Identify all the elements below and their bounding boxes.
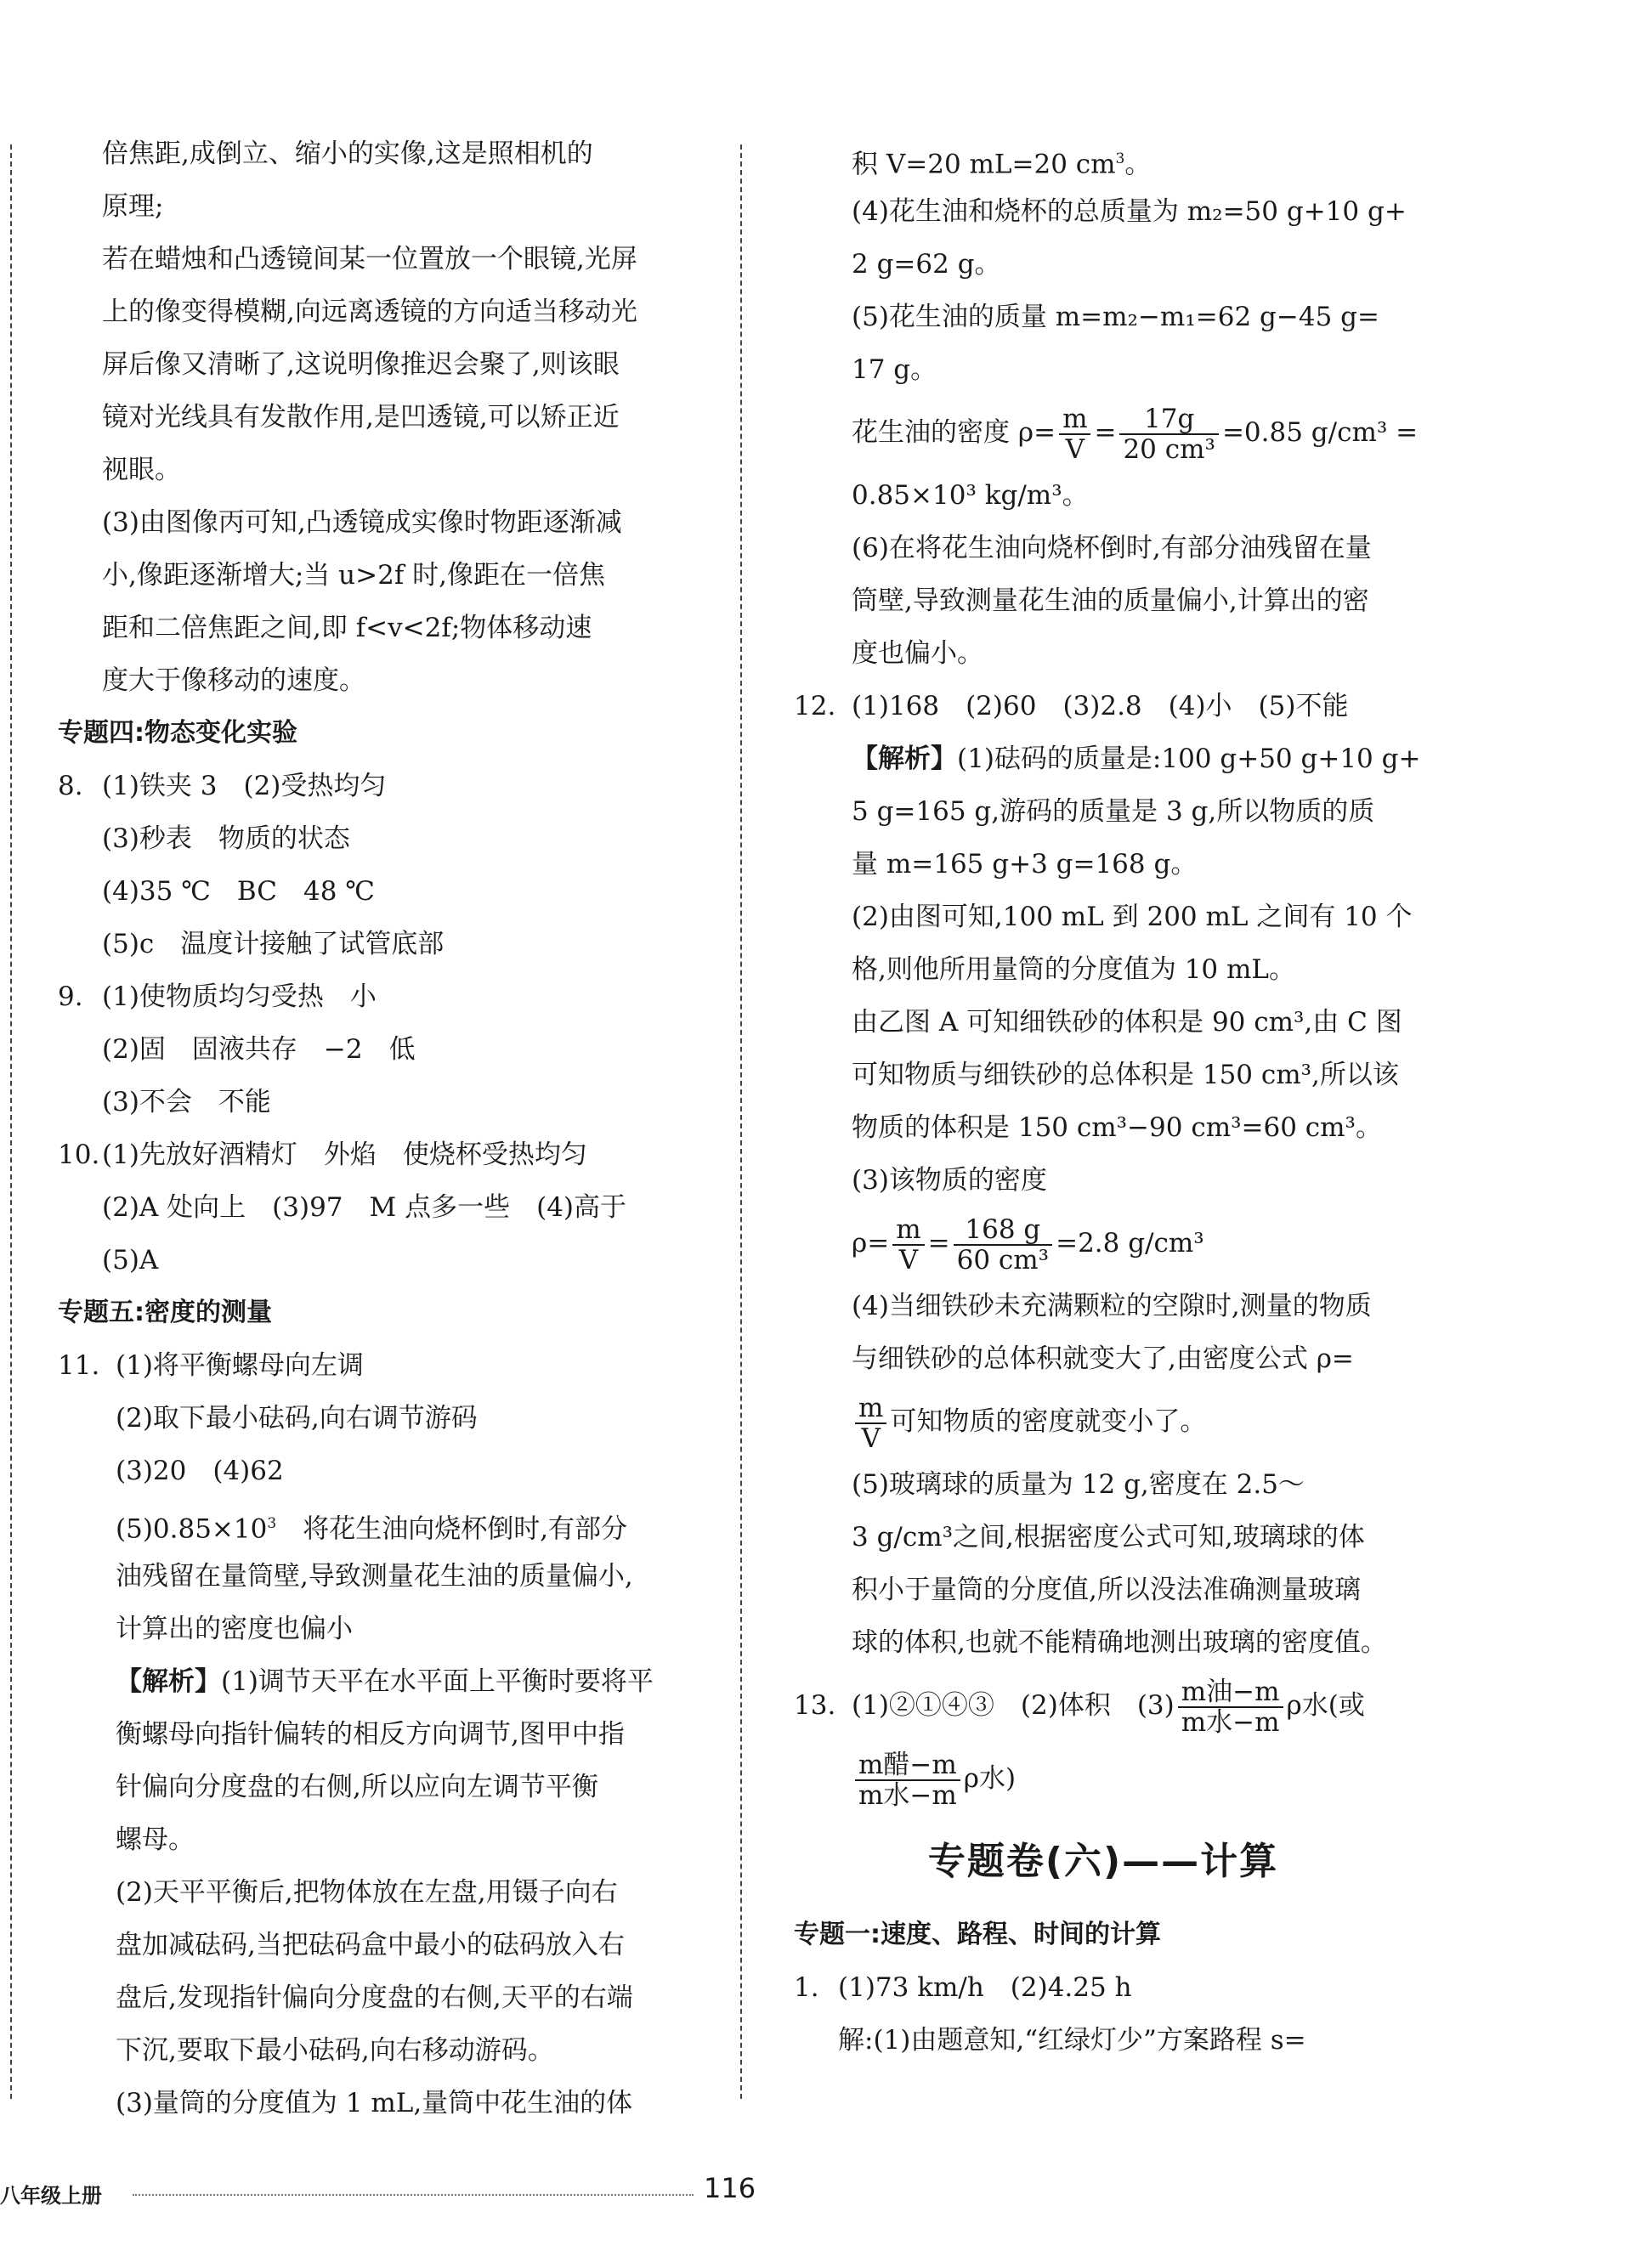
analysis-text: 5 g=165 g,游码的质量是 3 g,所以物质的质 <box>852 796 1375 827</box>
formula-line: $\frac{m}{V}$ 可知物质的密度就变小了。 <box>794 1385 1413 1458</box>
analysis-text: (2)由图可知,100 mL 到 200 mL 之间有 10 个 <box>852 902 1413 932</box>
analysis-text: (4)当细铁砂未充满颗粒的空隙时,测量的物质 <box>852 1291 1372 1321</box>
question-number: 13. <box>794 1690 836 1721</box>
fraction: $\frac{m}{V}$ <box>855 1394 886 1453</box>
answer-text: (5)c 温度计接触了试管底部 <box>102 929 445 959</box>
answer-text: (1)②①④③ (2)体积 (3) <box>852 1690 1175 1721</box>
answer-text: (1)铁夹 3 (2)受热均匀 <box>102 771 387 801</box>
analysis-text: (2)天平平衡后,把物体放在左盘,用镊子向右 <box>116 1877 618 1908</box>
answer-text: (2)取下最小砝码,向右调节游码 <box>116 1403 478 1434</box>
answer-text: (2)A 处向上 (3)97 M 点多一些 (4)高于 <box>102 1192 627 1223</box>
text-line: 原理; <box>102 191 164 222</box>
analysis-text: 衡螺母向指针偏转的相反方向调节,图甲中指 <box>116 1719 625 1750</box>
answer-text: (1)使物质均匀受热 小 <box>102 981 377 1012</box>
answer-text: $(5)0.85\times 10^3$ 将花生油向烧杯倒时,有部分 <box>116 1513 628 1545</box>
fraction: $\frac{\text{m醋−m}}{\text{m水−m}}$ <box>855 1750 960 1810</box>
answer-text: (1)168 (2)60 (3)2.8 (4)小 (5)不能 <box>852 691 1349 721</box>
text-line: (4)花生油和烧杯的总质量为 m₂=50 g+10 g+ <box>852 196 1407 227</box>
question-number: 11. <box>58 1350 100 1381</box>
analysis-text: 球的体积,也就不能精确地测出玻璃的密度值。 <box>852 1627 1387 1658</box>
text-line: 2 g=62 g。 <box>852 249 1001 280</box>
analysis-text: 下沉,要取下最小砝码,向右移动游码。 <box>116 2035 554 2066</box>
left-column <box>58 127 697 2129</box>
question-number: 9. <box>58 981 83 1012</box>
analysis-text: 格,则他所用量筒的分度值为 10 mL。 <box>852 954 1295 985</box>
right-column: 积 V=20 mL=20 $cm^3$。 (4)花生油和烧杯的总质量为 m₂=50 g+10 g+ 2 g=62 g。 (5)花生油的质量 m=m₂−m₁=62 g−45 g= 17 g。 花生油的密度 ρ= $\frac{m}{V}$ = $\frac{17g}{\text{20 cm³}}$ =0.85 g/cm³ = 0.85×10³ kg/m³。 (6)在将花生油向烧杯倒时,有部分油残留在量 筒壁,导致测量花生油的质量偏小,计算出的密 度也偏小。 12. (1)168 (2)60 (3)2.8 (4)小 (5)不能 【解析】(1)砝码的质量是:100 g+50 g+10 g+ 5 g=165 g,游码的质量是 3 g,所以物质的质 量 m=165 g+3 g=168 g。 (2)由图可知,100 mL 到 200 mL 之间有 10 个 格,则他所用量筒的分度值为 10 mL。 由乙图 A 可知细铁砂的体积是 90 cm³,由 C 图 可知物质与细铁砂的总体积是 150 cm³,所以该 物质的体积是 150 cm³−90 cm³=60 cm³。 (3)该物质的密度 ρ= $\frac{m}{V}$ = $\frac{168 g}{\text{60 cm³}}$ =2.8 g/cm³ (4)当细铁砂未充满颗粒的空隙时,测量的物质 与细铁砂的总体积就变大了,由密度公式 ρ= $\frac{m}{V}$ 可知物质的密度就变小了。 (5)玻璃球的质量为 12 g,密度在 2.5～ 3 g/cm³之间,根据密度公式可知,玻璃球的体 积小于量筒的分度值,所以没法准确测量玻璃 球的体积,也就不能精确地测出玻璃的密度值。 13. (1)②①④③ (2)体积 (3) $\frac{\text{m油−m}}{\text{m水−m}}$ ρ水(或 $\frac{\text{m醋−m}}{\text{m水−m}}$ ρ水) 专题卷(六)——计算 专题一:速度、路程、时间的计算 1. (1)73 km/h (2)4.25 h 解:(1)由题意知,“红绿灯少”方案路程 s= <box>794 133 1413 2067</box>
analysis-text: 与细铁砂的总体积就变大了,由密度公式 ρ= <box>852 1343 1354 1374</box>
answer-text: 计算出的密度也偏小 <box>116 1614 353 1644</box>
section-heading: 专题四:物态变化实验 <box>58 718 297 748</box>
text-line: 筒壁,导致测量花生油的质量偏小,计算出的密 <box>852 585 1369 616</box>
analysis-text: 3 g/cm³之间,根据密度公式可知,玻璃球的体 <box>852 1522 1365 1553</box>
answer-text: (1)先放好酒精灯 外焰 使烧杯受热均匀 <box>102 1140 587 1170</box>
text-line: 镜对光线具有发散作用,是凹透镜,可以矫正近 <box>102 402 620 433</box>
answer-text: (2)固 固液共存 −2 低 <box>102 1034 416 1065</box>
text-line: 17 g。 <box>852 354 937 385</box>
section-heading: 专题五:密度的测量 <box>58 1298 272 1327</box>
section-heading: 专题一:速度、路程、时间的计算 <box>794 1920 1161 1949</box>
analysis-text: (3)量筒的分度值为 1 mL,量筒中花生油的体 <box>116 2088 633 2118</box>
analysis-text: 积小于量筒的分度值,所以没法准确测量玻璃 <box>852 1575 1361 1605</box>
answer-text: (1)73 km/h (2)4.25 h <box>838 1972 1132 2003</box>
text-line: 视眼。 <box>102 455 181 485</box>
fraction: $\frac{m}{V}$ <box>892 1215 924 1275</box>
page-number: 116 <box>704 2172 756 2204</box>
binding-line <box>10 144 12 2099</box>
question-number: 12. <box>794 691 836 721</box>
text-line: 屏后像又清晰了,这说明像推迟会聚了,则该眼 <box>102 349 620 380</box>
answer-text: (3)秒表 物质的状态 <box>102 823 350 854</box>
text-line: (6)在将花生油向烧杯倒时,有部分油残留在量 <box>852 533 1372 563</box>
text-line: 度大于像移动的速度。 <box>102 665 365 696</box>
analysis-text: 螺母。 <box>116 1824 195 1855</box>
text-line: 倍焦距,成倒立、缩小的实像,这是照相机的 <box>102 139 593 169</box>
analysis-text: 量 m=165 g+3 g=168 g。 <box>852 849 1198 879</box>
column-divider <box>740 144 742 2099</box>
footer-dotted-rule <box>133 2194 694 2196</box>
fraction: $\frac{17g}{\text{20 cm³}}$ <box>1119 404 1219 464</box>
analysis-label: 【解析】 <box>852 744 957 774</box>
fraction: $\frac{168 g}{\text{60 cm³}}$ <box>954 1215 1053 1275</box>
answer-text: 解:(1)由题意知,“红绿灯少”方案路程 s= <box>838 2025 1306 2056</box>
text-line: 小,像距逐渐增大;当 u>2f 时,像距在一倍焦 <box>102 560 605 591</box>
text-line: 若在蜡烛和凸透镜间某一位置放一个眼镜,光屏 <box>102 244 637 274</box>
text-line: 0.85×10³ kg/m³。 <box>852 480 1089 511</box>
analysis-text: 【解析】(1)调节天平在水平面上平衡时要将平 <box>116 1666 654 1697</box>
analysis-text: (5)玻璃球的质量为 12 g,密度在 2.5～ <box>852 1469 1305 1500</box>
question-number: 1. <box>794 1972 819 2003</box>
formula-line: 花生油的密度 ρ= $\frac{m}{V}$ = $\frac{17g}{\text{20 cm³}}$ =0.85 g/cm³ = <box>852 403 1419 465</box>
fraction: $\frac{\text{m油−m}}{\text{m水−m}}$ <box>1178 1677 1283 1737</box>
answer-text: (4)35 ℃ BC 48 ℃ <box>102 876 375 907</box>
analysis-text: 【解析】(1)砝码的质量是:100 g+50 g+10 g+ <box>852 744 1421 774</box>
analysis-text: 可知物质与细铁砂的总体积是 150 cm³,所以该 <box>852 1060 1399 1090</box>
answer-text: (3)不会 不能 <box>102 1087 271 1117</box>
text-line: 距和二倍焦距之间,即 f<v<2f;物体移动速 <box>102 613 592 643</box>
text-line: (3)由图像丙可知,凸透镜成实像时物距逐渐减 <box>102 507 622 538</box>
answer-text: (5)A <box>102 1245 159 1275</box>
fraction: $\frac{m}{V}$ <box>1059 404 1090 464</box>
analysis-text: 盘后,发现指针偏向分度盘的右侧,天平的右端 <box>116 1982 633 2013</box>
text-line: 积 V=20 mL=20 $cm^3$。 <box>852 149 1152 180</box>
analysis-text: (3)该物质的密度 <box>852 1165 1047 1196</box>
analysis-label: 【解析】 <box>116 1666 221 1697</box>
analysis-text: 由乙图 A 可知细铁砂的体积是 90 cm³,由 C 图 <box>852 1007 1402 1038</box>
analysis-text: 盘加减砝码,当把砝码盒中最小的砝码放入右 <box>116 1930 625 1960</box>
analysis-text: 物质的体积是 150 cm³−90 cm³=60 cm³。 <box>852 1112 1382 1143</box>
answer-text: 油残留在量筒壁,导致测量花生油的质量偏小, <box>116 1561 633 1592</box>
analysis-text: 针偏向分度盘的右侧,所以应向左调节平衡 <box>116 1772 598 1802</box>
question-number: 8. <box>58 771 83 801</box>
text-line: 上的像变得模糊,向远离透镜的方向适当移动光 <box>102 297 637 327</box>
formula-line: $\frac{\text{m醋−m}}{\text{m水−m}}$ ρ水) <box>794 1742 1413 1815</box>
grade-label: 八年级上册 <box>0 2184 102 2208</box>
answer-text: (3)20 (4)62 <box>116 1456 284 1486</box>
answer-text: (1)将平衡螺母向左调 <box>116 1350 364 1381</box>
question-number: 10. <box>58 1140 100 1170</box>
section-title: 专题卷(六)——计算 <box>927 1840 1279 1883</box>
text-line: (5)花生油的质量 m=m₂−m₁=62 g−45 g= <box>852 302 1379 332</box>
text-line: 度也偏小。 <box>852 638 983 669</box>
formula-line: ρ= $\frac{m}{V}$ = $\frac{168 g}{\text{60 cm³}}$ =2.8 g/cm³ <box>852 1213 1204 1275</box>
